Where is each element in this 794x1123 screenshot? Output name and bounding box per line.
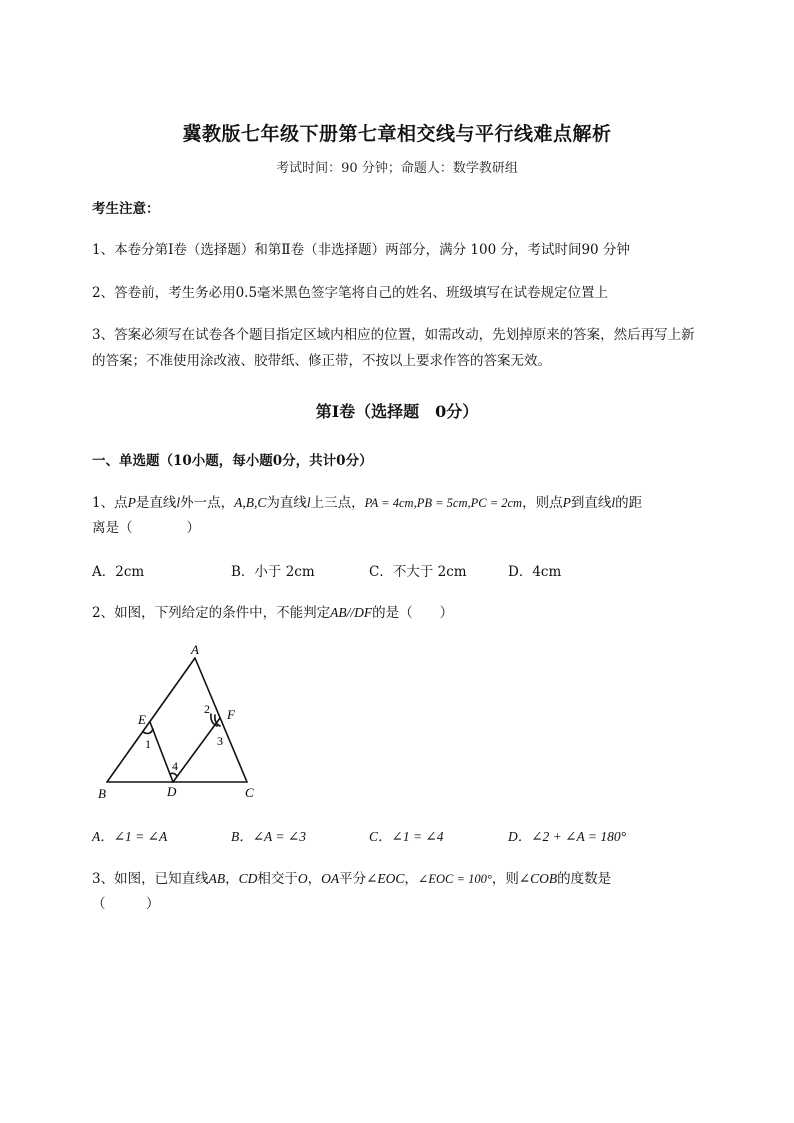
label-d: D bbox=[167, 784, 177, 799]
question-1-line-2: 离是（ ） bbox=[92, 520, 200, 536]
question-3-stem: 3、如图，已知直线AB，CD相交于O，OA平分∠EOC，∠EOC = 100°，则∠COB的度数是 bbox=[92, 871, 612, 887]
triangle-figure bbox=[90, 640, 270, 805]
page-subtitle: 考试时间：90 分钟；命题人：数学教研组 bbox=[276, 161, 518, 176]
question-3-line-2: （ ） bbox=[92, 896, 160, 912]
notice-item-3-line-1: 3、答案必须写在试卷各个题目指定区域内相应的位置，如需改动，先划掉原来的答案，然后再写上新 bbox=[92, 327, 695, 343]
q1-option-c[interactable]: C．不大于 2cm bbox=[369, 564, 467, 580]
notice-heading: 考生注意： bbox=[92, 201, 160, 217]
q2-option-d[interactable]: D．∠2 + ∠A = 180° bbox=[508, 829, 626, 844]
label-e: E bbox=[138, 712, 146, 727]
label-angle-4: 4 bbox=[172, 759, 178, 773]
label-angle-3: 3 bbox=[217, 734, 223, 748]
segment-df bbox=[173, 718, 220, 782]
notice-item-3-line-2: 的答案；不准使用涂改液、胶带纸、修正带，不按以上要求作答的答案无效。 bbox=[92, 353, 551, 369]
label-angle-1: 1 bbox=[145, 737, 151, 751]
q1-option-b[interactable]: B．小于 2cm bbox=[231, 564, 315, 580]
q2-option-a[interactable]: A．∠1 = ∠A bbox=[92, 829, 168, 844]
question-1-line-1: 1、点P是直线l外一点，A,B,C为直线l上三点，PA = 4cm,PB = 5cm,PC = 2cm，则点P到直线l的距 bbox=[92, 495, 643, 511]
q2-option-b[interactable]: B．∠A = ∠3 bbox=[231, 829, 306, 844]
label-c: C bbox=[245, 785, 254, 800]
segment-ed bbox=[150, 722, 173, 782]
notice-item-2: 2、答卷前，考生务必用0.5毫米黑色签字笔将自己的姓名、班级填写在试卷规定位置上 bbox=[92, 285, 609, 301]
q2-option-c[interactable]: C．∠1 = ∠4 bbox=[369, 829, 444, 844]
side-ab bbox=[107, 658, 195, 782]
side-ac bbox=[195, 658, 247, 782]
part-heading: 一、单选题（10小题，每小题0分，共计0分） bbox=[92, 453, 373, 469]
label-b: B bbox=[98, 786, 106, 801]
page-title: 冀教版七年级下册第七章相交线与平行线难点解析 bbox=[182, 123, 612, 145]
label-f: F bbox=[227, 707, 235, 722]
question-2-stem: 2、如图，下列给定的条件中，不能判定AB//DF的是（ ） bbox=[92, 605, 454, 621]
notice-item-1: 1、本卷分第Ⅰ卷（选择题）和第Ⅱ卷（非选择题）两部分，满分 100 分，考试时间90 分钟 bbox=[92, 242, 630, 258]
q1-option-d[interactable]: D．4cm bbox=[508, 564, 562, 580]
q1-option-a[interactable]: A．2cm bbox=[92, 564, 145, 580]
label-a: A bbox=[191, 642, 199, 657]
label-angle-2: 2 bbox=[204, 702, 210, 716]
section-title: 第Ⅰ卷（选择题 0分） bbox=[315, 402, 479, 421]
